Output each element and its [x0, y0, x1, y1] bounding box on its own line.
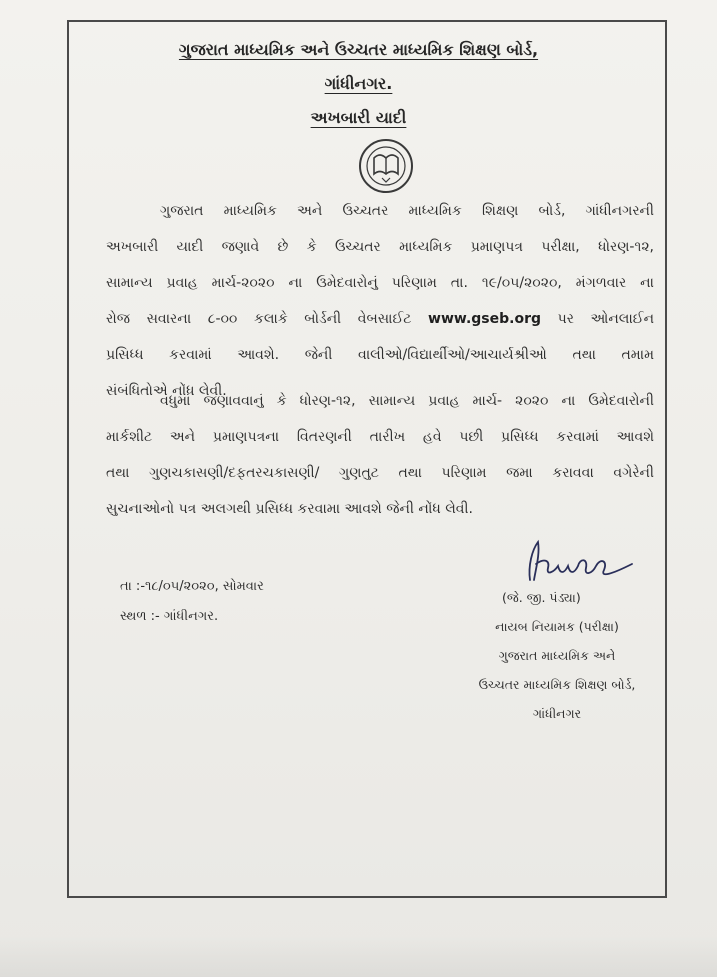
- city-heading: ગાંધીનગર.: [324, 74, 393, 93]
- date-text: તા :-૧૮/૦૫/૨૦૨૦, સોમવાર: [120, 579, 264, 594]
- paragraph-line: સામાન્ય પ્રવાહ માર્ચ-૨૦૨૦ ના ઉમેદવારોનું પરિણામ તા. ૧૯/૦૫/૨૦૨૦, મંગળવાર ના: [106, 275, 654, 291]
- website-url: www.gseb.org: [428, 311, 542, 327]
- board-name-heading: ગુજરાત માધ્યમિક અને ઉચ્ચતર માધ્યમિક શિક્ષણ બોર્ડ,: [178, 40, 539, 59]
- paragraph-line: માર્કશીટ અને પ્રમાણપત્રના વિતરણની તારીખ હવે પછી પ્રસિધ્ધ કરવામાં આવશે: [106, 429, 654, 445]
- date-place-block: [120, 572, 264, 632]
- signatory-org-line2: ઉચ્ચતર માધ્યમિક શિક્ષણ બોર્ડ,: [478, 677, 636, 692]
- main-paragraph: [106, 193, 654, 409]
- second-paragraph: [106, 383, 654, 527]
- paragraph-line: તથા ગુણચકાસણી/દફતરચકાસણી/ ગુણતુટ તથા પરિણામ જમા કરાવવા વગેરેની: [106, 465, 654, 481]
- paragraph-text: રોજ સવારના ૮-૦૦ કલાકે બોર્ડની વેબસાઈટ: [106, 311, 412, 327]
- signatory-designation: નાયબ નિયામક (પરીક્ષા): [495, 619, 619, 634]
- signatory-org-line1: ગુજરાત માધ્યમિક અને: [498, 648, 616, 663]
- place-text: સ્થળ :- ગાંધીનગર.: [120, 609, 219, 624]
- paragraph-line-with-url: [106, 301, 654, 337]
- paragraph-text: પર ઓનલાઈન: [557, 311, 655, 327]
- signatory-city: ગાંધીનગર: [532, 706, 582, 721]
- paragraph-line: વધુમાં જણાવવાનું કે ધોરણ-૧૨, સામાન્ય પ્રવાહ માર્ચ- ૨૦૨૦ ના ઉમેદવારોની: [160, 393, 654, 409]
- paragraph-line: અખબારી યાદી જણાવે છે કે ઉચ્ચતર માધ્યમિક પ્રમાણપત્ર પરીક્ષા, ધોરણ-૧૨,: [106, 239, 654, 255]
- paragraph-line: ગુજરાત માધ્યમિક અને ઉચ્ચતર માધ્યમિક શિક્ષણ બોર્ડ, ગાંધીનગરની: [160, 203, 654, 219]
- signatory-block: [448, 583, 666, 728]
- signatory-name: (જે. જી. પંડ્યા): [502, 590, 581, 605]
- board-seal-logo-icon: [358, 138, 414, 194]
- press-note-heading: અખબારી યાદી: [310, 108, 407, 127]
- paragraph-line: સુચનાઓનો પત્ર અલગથી પ્રસિધ્ધ કરવામા આવશે જેની નોંધ લેવી.: [106, 501, 473, 517]
- page-bottom-shadow: [0, 935, 717, 977]
- paragraph-line: સંબંધિતોએ નોંધ લેવી.: [106, 383, 227, 399]
- paragraph-line: પ્રસિધ્ધ કરવામાં આવશે. જેની વાલીઓ/વિદ્યાર્થીઓ/આચાર્યશ્રીઓ તથા તમામ: [106, 347, 654, 363]
